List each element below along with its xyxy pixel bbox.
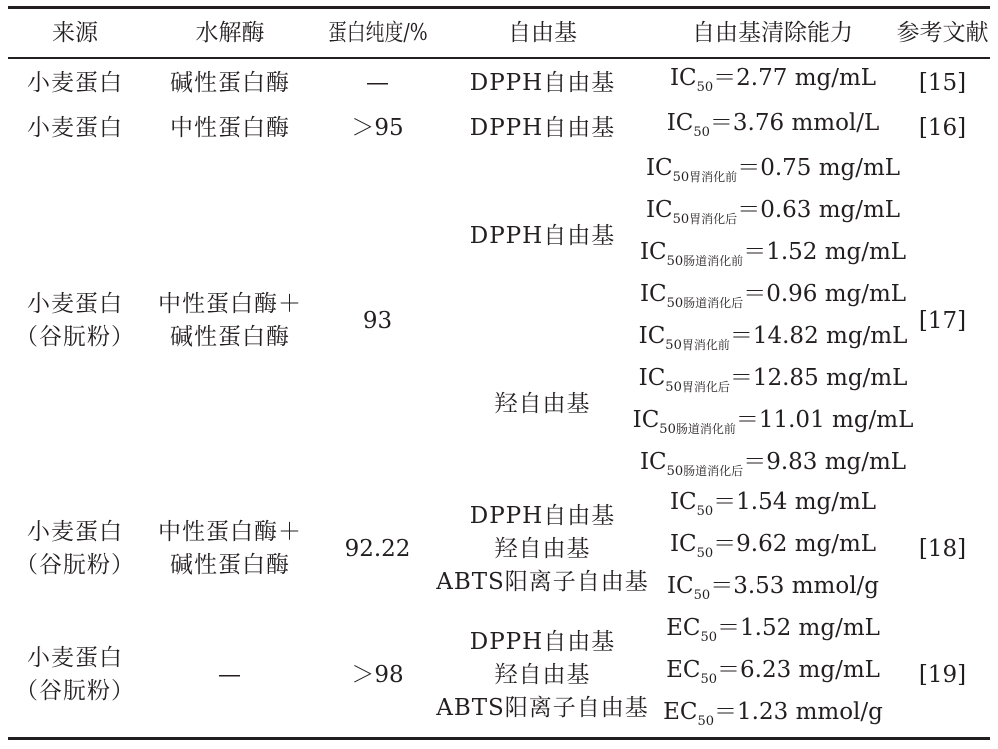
cell-reference xyxy=(890,494,995,604)
source-text: 小麦蛋白 xyxy=(27,645,123,671)
value-text: 14.82 mg/mL xyxy=(752,323,908,349)
value-subscript: 50 xyxy=(693,125,710,140)
value-prefix: IC xyxy=(638,365,666,391)
scavenging-value xyxy=(646,152,900,194)
header-reference: 参考文献 xyxy=(896,19,989,46)
enzyme-text: 中性蛋白酶＋ xyxy=(158,519,302,545)
radical-text: DPPH自由基 xyxy=(469,502,616,529)
value-subscript: 50 xyxy=(665,338,682,353)
cell-enzyme xyxy=(155,618,305,732)
source-text: 小麦蛋白 xyxy=(27,69,123,96)
cell-radical xyxy=(445,62,640,104)
radical-text: DPPH自由基 xyxy=(469,114,616,141)
equals-sign: ＝ xyxy=(709,110,733,136)
value-prefix: IC xyxy=(669,65,697,91)
cell-purity xyxy=(315,62,440,104)
source-text: 小麦蛋白 xyxy=(27,291,123,317)
scavenging-value xyxy=(640,236,906,278)
scavenging-value xyxy=(640,446,906,488)
cell-radical xyxy=(445,334,640,474)
enzyme-text: 碱性蛋白酶 xyxy=(170,324,290,350)
enzyme-text: 碱性蛋白酶 xyxy=(170,69,290,96)
scavenging-value xyxy=(639,362,908,404)
value-prefix: IC xyxy=(645,197,673,223)
purity-text: 93 xyxy=(362,307,393,334)
top-rule xyxy=(8,6,990,9)
cell-enzyme xyxy=(155,160,305,482)
cell-radical xyxy=(445,166,640,306)
cell-source xyxy=(15,160,135,482)
radical-text: 羟自由基 xyxy=(494,390,591,417)
scavenging-value xyxy=(640,278,906,320)
value-condition: 胃消化前 xyxy=(689,170,738,184)
header-rule xyxy=(8,57,990,59)
reference-text: [19] xyxy=(918,661,967,688)
value-text: 9.62 mg/mL xyxy=(736,531,877,557)
value-subscript: 50 xyxy=(696,80,714,95)
cell-radical xyxy=(436,494,649,604)
cell-enzyme xyxy=(155,494,305,604)
value-text: 9.83 mg/mL xyxy=(766,449,907,475)
value-text: 2.77 mg/mL xyxy=(736,65,877,91)
value-subscript: 50 xyxy=(696,504,714,519)
cell-purity xyxy=(315,618,440,732)
enzyme-text: 碱性蛋白酶 xyxy=(170,552,290,578)
value-prefix: IC xyxy=(645,155,673,181)
value-subscript: 50 xyxy=(693,588,711,603)
equals-sign: ＝ xyxy=(743,281,767,307)
radical-text: 羟自由基 xyxy=(494,535,591,562)
radical-text: DPPH自由基 xyxy=(469,222,616,249)
reference-text: [15] xyxy=(918,69,967,96)
equals-sign: ＝ xyxy=(714,699,738,725)
scavenging-value xyxy=(666,654,880,696)
purity-text: ＞98 xyxy=(351,661,404,688)
scavenging-value xyxy=(670,528,876,570)
value-prefix: IC xyxy=(639,281,667,307)
value-text: 0.63 mg/mL xyxy=(760,197,901,223)
value-text: 0.96 mg/mL xyxy=(766,281,907,307)
cell-purity xyxy=(315,494,440,604)
header-radical: 自由基 xyxy=(508,19,577,46)
scavenging-value xyxy=(670,62,876,104)
value-condition: 肠道消化后 xyxy=(683,296,744,310)
equals-sign: ＝ xyxy=(729,323,753,349)
value-prefix: IC xyxy=(639,449,667,475)
value-condition: 肠道消化前 xyxy=(683,254,744,268)
equals-sign: ＝ xyxy=(743,239,767,265)
value-subscript: 50 xyxy=(697,714,715,729)
cell-purity xyxy=(315,106,440,150)
equals-sign: ＝ xyxy=(710,573,734,599)
value-subscript: 50 xyxy=(672,212,690,227)
scavenging-value xyxy=(646,194,900,236)
radical-text: 羟自由基 xyxy=(494,661,591,688)
source-text: （谷朊粉） xyxy=(15,552,135,578)
header-source: 来源 xyxy=(52,19,98,46)
value-text: 1.52 mg/mL xyxy=(740,615,880,641)
value-text: 12.85 mg/mL xyxy=(752,365,908,391)
scavenging-value xyxy=(667,107,880,149)
value-prefix: IC xyxy=(666,573,694,599)
value-text: 6.23 mg/mL xyxy=(740,657,880,683)
reference-text: [17] xyxy=(918,307,967,334)
value-text: 1.52 mg/mL xyxy=(766,239,907,265)
scavenging-value xyxy=(633,404,914,446)
cell-purity xyxy=(315,160,440,482)
equals-sign: ＝ xyxy=(713,65,737,91)
value-prefix: EC xyxy=(666,615,701,641)
value-prefix: IC xyxy=(638,323,666,349)
source-text: 小麦蛋白 xyxy=(27,519,123,545)
value-prefix: IC xyxy=(639,239,667,265)
cell-reference xyxy=(890,618,995,732)
radical-text: ABTS阳离子自由基 xyxy=(436,694,649,721)
cell-radical xyxy=(436,618,649,732)
equals-sign: ＝ xyxy=(737,155,761,181)
equals-sign: ＝ xyxy=(735,407,759,433)
value-text: 1.23 mmol/g xyxy=(737,699,883,725)
scavenging-value xyxy=(667,570,879,612)
value-text: 1.54 mg/mL xyxy=(736,489,877,515)
value-condition: 胃消化后 xyxy=(689,212,738,226)
cell-source xyxy=(15,618,135,732)
scavenging-value xyxy=(670,486,876,528)
value-text: 11.01 mg/mL xyxy=(758,407,914,433)
value-subscript: 50 xyxy=(659,422,676,437)
source-text: （谷朊粉） xyxy=(15,678,135,704)
cell-reference xyxy=(890,62,995,104)
value-text: 3.53 mmol/g xyxy=(733,573,880,599)
value-prefix: EC xyxy=(666,657,701,683)
value-condition: 胃消化后 xyxy=(681,380,730,394)
cell-source xyxy=(15,494,135,604)
cell-enzyme xyxy=(155,62,305,104)
cell-radical xyxy=(445,106,640,150)
value-prefix: IC xyxy=(669,489,697,515)
reference-text: [18] xyxy=(918,535,967,562)
value-prefix: IC xyxy=(669,531,697,557)
value-condition: 肠道消化后 xyxy=(683,464,744,478)
header-purity: 蛋白纯度/% xyxy=(327,19,428,46)
value-subscript: 50 xyxy=(666,296,684,311)
cell-source xyxy=(20,106,130,150)
scavenging-value xyxy=(666,612,880,654)
purity-text: ＞95 xyxy=(351,114,404,141)
cell-reference xyxy=(890,106,995,150)
cell-scavenging xyxy=(632,323,914,479)
equals-sign: ＝ xyxy=(713,489,737,515)
cell-scavenging xyxy=(648,489,898,604)
header-scavenging: 自由基清除能力 xyxy=(692,19,853,46)
value-prefix: IC xyxy=(632,407,660,433)
value-subscript: 50 xyxy=(666,464,684,479)
equals-sign: ＝ xyxy=(717,615,741,641)
cell-source xyxy=(20,62,130,104)
value-subscript: 50 xyxy=(672,170,690,185)
value-subscript: 50 xyxy=(700,630,718,645)
enzyme-text: — xyxy=(218,661,242,688)
value-prefix: IC xyxy=(666,110,694,136)
source-text: 小麦蛋白 xyxy=(27,114,123,141)
purity-text: — xyxy=(366,69,389,96)
header-enzyme: 水解酶 xyxy=(195,19,265,46)
value-subscript: 50 xyxy=(665,380,682,395)
source-text: （谷朊粉） xyxy=(15,324,135,350)
purity-text: 92.22 xyxy=(344,535,411,562)
value-text: 0.75 mg/mL xyxy=(760,155,901,181)
radical-text: DPPH自由基 xyxy=(469,69,616,96)
cell-scavenging xyxy=(648,62,898,104)
cell-scavenging xyxy=(648,615,898,732)
value-text: 3.76 mmol/L xyxy=(732,110,880,136)
value-subscript: 50 xyxy=(666,254,684,269)
equals-sign: ＝ xyxy=(743,449,767,475)
enzyme-text: 中性蛋白酶＋ xyxy=(158,291,302,317)
equals-sign: ＝ xyxy=(729,365,753,391)
equals-sign: ＝ xyxy=(713,531,737,557)
radical-text: ABTS阳离子自由基 xyxy=(436,568,649,595)
cell-scavenging xyxy=(648,106,898,150)
value-subscript: 50 xyxy=(696,546,714,561)
reference-text: [16] xyxy=(918,114,967,141)
radical-text: DPPH自由基 xyxy=(469,628,616,655)
value-prefix: EC xyxy=(663,699,698,725)
scavenging-value xyxy=(663,696,883,738)
equals-sign: ＝ xyxy=(717,657,741,683)
cell-scavenging xyxy=(639,155,907,311)
cell-enzyme xyxy=(155,106,305,150)
scavenging-value xyxy=(639,320,908,362)
enzyme-text: 中性蛋白酶 xyxy=(170,114,290,141)
equals-sign: ＝ xyxy=(737,197,761,223)
value-condition: 肠道消化前 xyxy=(675,422,736,436)
value-condition: 胃消化前 xyxy=(681,338,730,352)
value-subscript: 50 xyxy=(700,672,718,687)
